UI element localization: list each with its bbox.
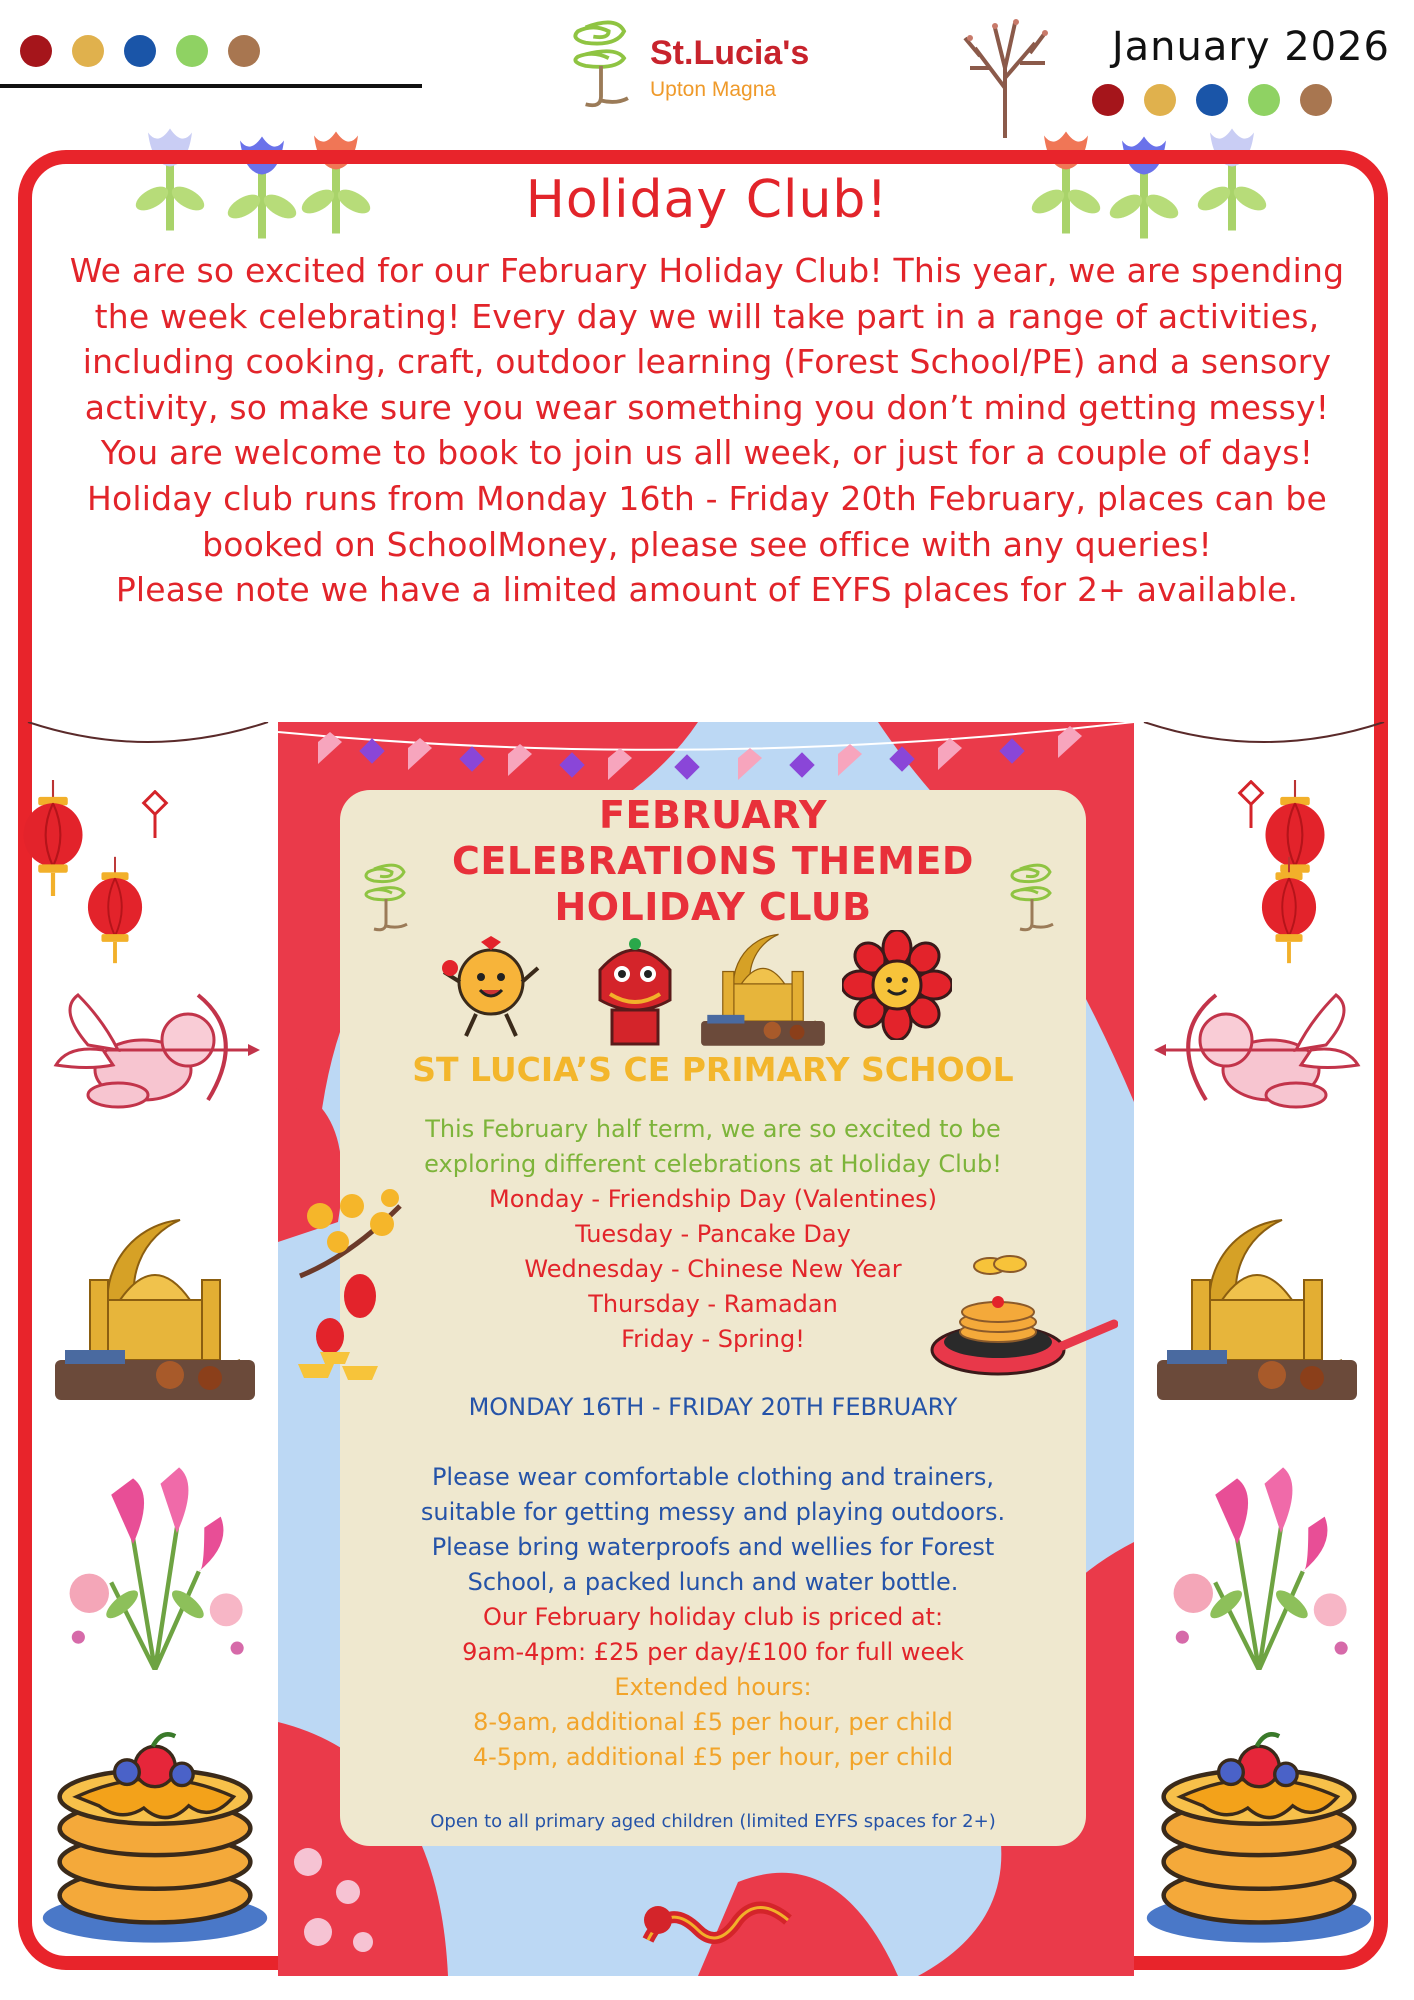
poster-title	[400, 792, 1026, 930]
cherry-blossom-icon	[278, 1832, 398, 1972]
clothing-line-2: suitable for getting messy and playing outdoors.	[420, 1498, 1006, 1526]
intro-section	[60, 248, 1354, 613]
ramadan-mosque-icon	[698, 928, 828, 1046]
cupid-right-icon	[1146, 990, 1366, 1140]
school-logo	[556, 12, 866, 112]
day-tuesday: Tuesday - Pancake Day	[575, 1220, 851, 1248]
day-monday: Monday - Friendship Day (Valentines)	[489, 1185, 937, 1213]
price-main: 9am-4pm: £25 per day/£100 for full week	[462, 1638, 964, 1666]
extended-hours-label: Extended hours:	[614, 1673, 812, 1701]
lantern-right-2-icon	[1260, 840, 1318, 980]
open-to-all-note: Open to all primary aged children (limited EYFS spaces for 2+)	[430, 1811, 996, 1832]
poster-title-line-2: CELEBRATIONS THEMED	[452, 839, 974, 883]
cupid-left-icon	[48, 990, 268, 1140]
day-thursday: Thursday - Ramadan	[588, 1290, 838, 1318]
page-title: Holiday Club!	[525, 170, 889, 230]
clothing-info	[340, 1460, 1086, 1600]
chinese-new-year-branch-icon	[290, 1186, 420, 1386]
poster-title-line-1: FEBRUARY	[599, 793, 827, 837]
clothing-line-3: Please bring waterproofs and wellies for Forest	[431, 1533, 995, 1561]
lion-dance-icon	[590, 930, 680, 1048]
lantern-left-1-icon	[20, 780, 86, 896]
school-name: ST LUCIA’S CE PRIMARY SCHOOL	[412, 1050, 1014, 1089]
crescent-mosque-right-icon	[1152, 1210, 1362, 1400]
pancake-stack-left-icon	[40, 1716, 270, 1946]
knot-left-icon	[140, 790, 170, 840]
knot-right-icon	[1236, 780, 1266, 830]
poster-dates: MONDAY 16TH - FRIDAY 20TH FEBRUARY	[468, 1393, 958, 1421]
smiling-flower-icon	[842, 930, 952, 1040]
newsletter-date: January 2026	[1111, 24, 1390, 70]
pancake-pan-icon	[928, 1250, 1118, 1380]
header-rule	[0, 84, 422, 88]
price-intro: Our February holiday club is priced at:	[482, 1603, 944, 1631]
lantern-string-right-icon	[1134, 722, 1394, 762]
crescent-mosque-left-icon	[50, 1210, 260, 1400]
palette-dot-mustard	[72, 35, 104, 67]
logo-swirl-icon	[556, 12, 646, 112]
palette-dot-brown-right	[1300, 84, 1332, 116]
day-friday: Friday - Spring!	[621, 1325, 805, 1353]
pancake-character-icon	[436, 932, 546, 1042]
lantern-string-left-icon	[18, 722, 278, 762]
lantern-left-2-icon	[86, 840, 144, 980]
logo-place: Upton Magna	[650, 78, 777, 101]
poster-title-line-3: HOLIDAY CLUB	[554, 885, 872, 929]
clothing-line-1: Please wear comfortable clothing and trainers,	[431, 1463, 995, 1491]
palette-dot-green	[176, 35, 208, 67]
poster-intro	[340, 1112, 1086, 1182]
poster-intro-line-1: This February half term, we are so excited to be	[425, 1115, 1001, 1143]
palette-dot-brown	[228, 35, 260, 67]
extended-hours-evening: 4-5pm, additional £5 per hour, per child	[472, 1743, 954, 1771]
pancake-stack-right-icon	[1144, 1716, 1374, 1946]
intro-paragraph: We are so excited for our February Holiday Club! This year, we are spending the week celebrating! Every day we will take part in a range of activities, including cooking, craft, outdoor learning (Forest School/PE) and a sensory activity, so make sure you wear something you don’t mind getting messy! You are welcome to book to join us all week, or just for a couple of days! Holiday club runs from Monday 16th - Friday 20th February, places can be booked on SchoolMoney, please see office with any queries!	[69, 251, 1345, 564]
clothing-line-4: School, a packed lunch and water bottle.	[467, 1568, 959, 1596]
palette-dot-blue	[124, 35, 156, 67]
spring-flowers-left-icon	[40, 1440, 270, 1670]
poster-intro-line-2: exploring different celebrations at Holiday Club!	[424, 1150, 1002, 1178]
logo-name: St.Lucia's	[650, 34, 810, 72]
extended-hours-morning: 8-9am, additional £5 per hour, per child	[473, 1708, 953, 1736]
palette-dot-red	[20, 35, 52, 67]
eyfs-note: Please note we have a limited amount of EYFS places for 2+ available.	[115, 570, 1299, 610]
spring-flowers-right-icon	[1144, 1440, 1374, 1670]
day-wednesday: Wednesday - Chinese New Year	[524, 1255, 902, 1283]
pricing-info	[340, 1600, 1086, 1775]
chinese-dragon-icon	[638, 1880, 798, 1970]
